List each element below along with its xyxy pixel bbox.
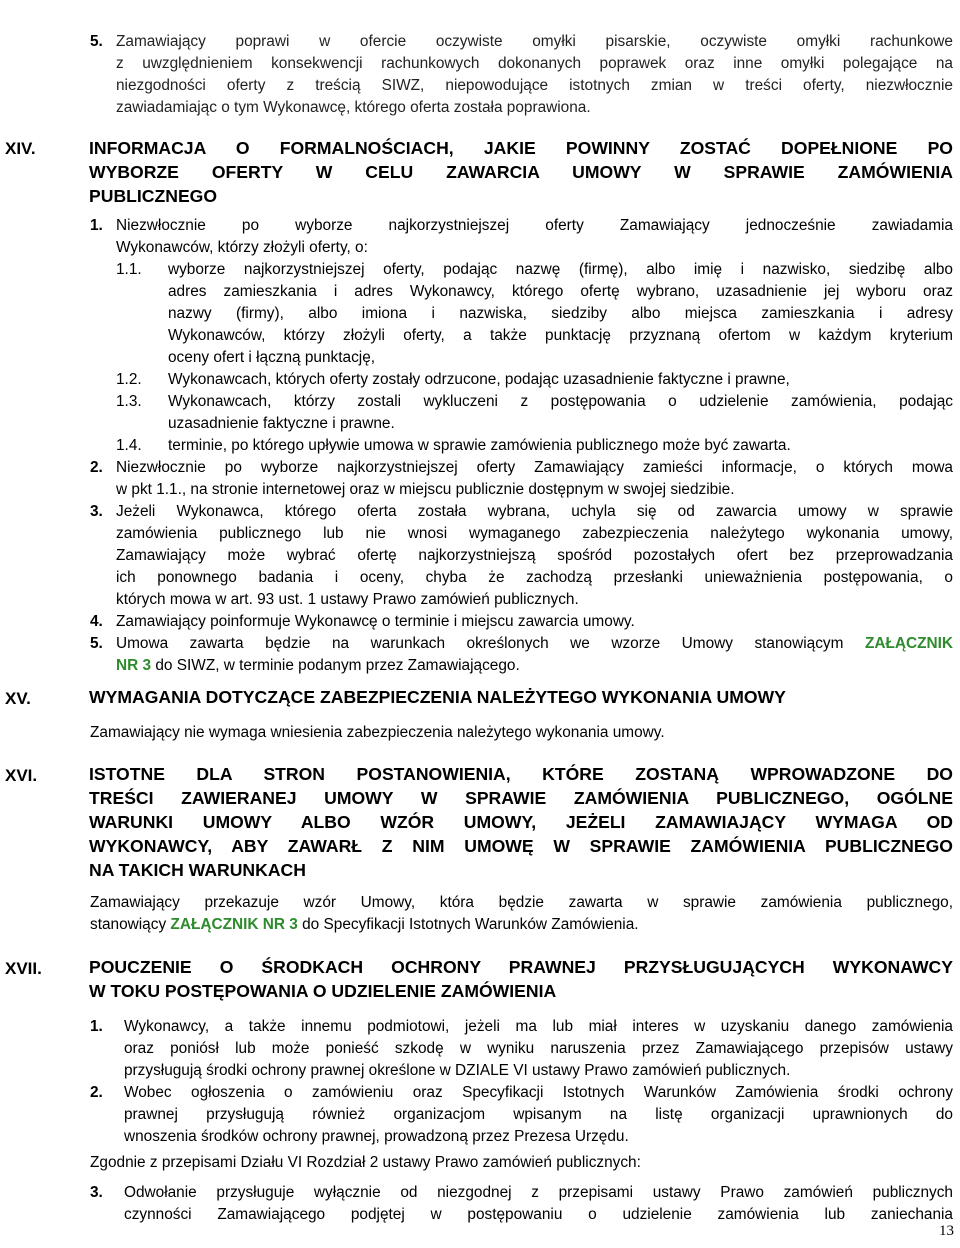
text-line: zamówienia publicznego lub nie wnosi wymaganego zabezpieczenia należytego wykonania umowy, [116,525,953,542]
paragraph [116,53,953,75]
section-heading-line: W TOKU POSTĘPOWANIA O UDZIELENIE ZAMÓWIENIA [89,981,557,1001]
text-run: do Specyfikacji Istotnych Warunków Zamówienia. [297,916,639,933]
text-line: Zgodnie z przepisami Działu VI Rozdział 2 ustawy Prawo zamówień publicznych: [90,1154,641,1171]
section-heading-line: WARUNKI UMOWY ALBO WZÓR UMOWY, JEŻELI ZAMAWIAJĄCY WYMAGA OD [89,812,953,832]
section-number-xvii: XVII. [5,959,42,978]
text-line: czynności Zamawiającego podjętej w postępowaniu o udzielenie zamówienia lub zaniechania [124,1206,953,1223]
item-number: 4. [90,613,103,630]
text-line: uzasadnienie faktyczne i prawne. [168,415,395,432]
text-line: Wykonawców, którzy złożyli oferty, o: [116,239,368,256]
text-line: adres zamieszkania i adres Wykonawcy, którego ofertę wybrano, uzasadnienie jej wyboru oraz [168,283,953,300]
item-number: 2. [90,1084,103,1101]
text-line: niezgodności oferty z treścią SIWZ, niepowodujące istotnych zmian w treści oferty, niezwłocznie [116,77,953,94]
item-number: 1. [90,217,103,234]
attachment-reference: ZAŁĄCZNIK NR 3 [170,916,298,933]
text-line: wnoszenia środków ochrony prawnej, prowadzoną przez Prezesa Urzędu. [124,1128,629,1145]
text-line: zawiadamiając o tym Wykonawcę, którego oferta została poprawiona. [116,99,591,116]
section-heading-line: TREŚCI ZAWIERANEJ UMOWY W SPRAWIE ZAMÓWIENIA PUBLICZNEGO, OGÓLNE [89,788,953,808]
text-line: których mowa w art. 93 ust. 1 ustawy Prawo zamówień publicznych. [116,591,579,608]
item-number: 1. [90,1018,103,1035]
section-heading-line: WYBORZE OFERTY W CELU ZAWARCIA UMOWY W SPRAWIE ZAMÓWIENIA [89,162,953,182]
text-line: Zamawiający może wybrać ofertę najkorzystniejszą spośród pozostałych ofert bez przeprowadzania [116,547,953,564]
section-number-xiv: XIV. [5,139,36,158]
text-line: Wykonawcach, których oferty zostały odrzucone, podając uzasadnienie faktyczne i prawne, [168,371,790,388]
item-number: 3. [90,1184,103,1201]
text-line: Wykonawcy, a także innemu podmiotowi, jeżeli ma lub miał interes w uzyskaniu danego zamówienia [124,1018,953,1035]
text-line: przysługują środki ochrony prawnej określone w DZIALE VI ustawy Prawo zamówień publicznych. [124,1062,791,1079]
text-line: Niezwłocznie po wyborze najkorzystniejszej oferty Zamawiający jednocześnie zawiadamia [116,217,953,234]
text-line: Wykonawcach, którzy zostali wykluczeni z postępowania o udzielenie zamówienia, podając [168,393,953,410]
section-heading-line: ISTOTNE DLA STRON POSTANOWIENIA, KTÓRE ZOSTANĄ WPROWADZONE DO [89,764,953,784]
subitem-number: 1.4. [116,437,142,454]
text-line: prawnej przysługują również organizacjom wpisanym na listę organizacji uprawnionych do [124,1106,953,1123]
text-line: ich ponownego badania i oceny, chyba że zachodzą przesłanki unieważnienia postępowania, o [116,569,953,586]
paragraph [116,75,953,97]
text-line: Zamawiający nie wymaga wniesienia zabezpieczenia należytego wykonania umowy. [90,724,665,741]
text-line [116,655,953,677]
section-heading-line: POUCZENIE O ŚRODKACH OCHRONY PRAWNEJ PRZYSŁUGUJĄCYCH WYKONAWCY [89,957,953,977]
text-run: do SIWZ, w terminie podanym przez Zamawiającego. [151,657,520,674]
section-number-xv: XV. [5,689,31,708]
text-line: Wykonawców, którzy złożyli oferty, a także punktację przyznaną ofertom w każdym kryterium [168,327,953,344]
section-heading-line: PUBLICZNEGO [89,186,218,206]
item-number: 5. [90,635,103,652]
section-heading: WYMAGANIA DOTYCZĄCE ZABEZPIECZENIA NALEŻYTEGO WYKONANIA UMOWY [89,687,786,707]
text-line [90,914,953,936]
text-line: Wobec ogłoszenia o zamówieniu oraz Specyfikacji Istotnych Warunków Zamówienia środki ochrony [124,1084,953,1101]
text-line: w pkt 1.1., na stronie internetowej oraz w miejscu publicznie dostępnym w swojej siedzibie. [116,481,735,498]
text-line: Zamawiający poinformuje Wykonawcę o terminie i miejscu zawarcia umowy. [116,613,635,630]
text-line: z uwzględnieniem konsekwencji rachunkowych dokonanych poprawek oraz inne omyłki polegające na [116,55,953,72]
text-line: Odwołanie przysługuje wyłącznie od niezgodnej z przepisami ustawy Prawo zamówień publicznych [124,1184,953,1201]
section-number-xvi: XVI. [5,766,38,785]
subitem-number: 1.2. [116,371,142,388]
subitem-number: 1.3. [116,393,142,410]
paragraph [116,97,953,119]
attachment-reference: NR 3 [116,657,152,674]
subitem-number: 1.1. [116,261,142,278]
section-heading-line: NA TAKICH WARUNKACH [89,860,306,880]
item-number: 5. [90,33,103,50]
section-heading-line: WYKONAWCY, ABY ZAWARŁ Z NIM UMOWĘ W SPRAWIE ZAMÓWIENIA PUBLICZNEGO [89,836,953,856]
text-line: wyborze najkorzystniejszej oferty, podając nazwę (firmę), albo imię i nazwisko, siedzibę albo [168,261,953,278]
item-number: 3. [90,503,103,520]
text-line: Niezwłocznie po wyborze najkorzystniejszej oferty Zamawiający zamieści informacje, o których mowa [116,459,953,476]
text-line: terminie, po którego upływie umowa w sprawie zamówienia publicznego może być zawarta. [168,437,791,454]
text-line: oceny ofert i łączną punktację, [168,349,376,366]
item-number: 2. [90,459,103,476]
text-run: Umowa zawarta będzie na warunkach określonych we wzorze Umowy stanowiącym [116,635,865,652]
section-heading-line: INFORMACJA O FORMALNOŚCIACH, JAKIE POWINNY ZOSTAĆ DOPEŁNIONE PO [89,138,953,158]
text-line: Zamawiający poprawi w ofercie oczywiste omyłki pisarskie, oczywiste omyłki rachunkowe [116,33,953,50]
text-line: Zamawiający przekazuje wzór Umowy, która będzie zawarta w sprawie zamówienia publicznego, [90,894,953,911]
attachment-reference: ZAŁĄCZNIK [864,635,953,652]
text-line: nazwy (firmy), albo imiona i nazwiska, siedziby albo miejsca zamieszkania i adresy [168,305,953,322]
text-line: oraz poniósł lub może ponieść szkodę w wyniku naruszenia przez Zamawiającego przepisów ustawy [124,1040,953,1057]
text-run: stanowiący [90,916,171,933]
text-line: Jeżeli Wykonawca, którego oferta została wybrana, uchyla się od zawarcia umowy w sprawie [116,503,953,520]
page-number: 13 [939,1223,954,1239]
text-line [116,633,953,655]
paragraph [116,31,953,53]
